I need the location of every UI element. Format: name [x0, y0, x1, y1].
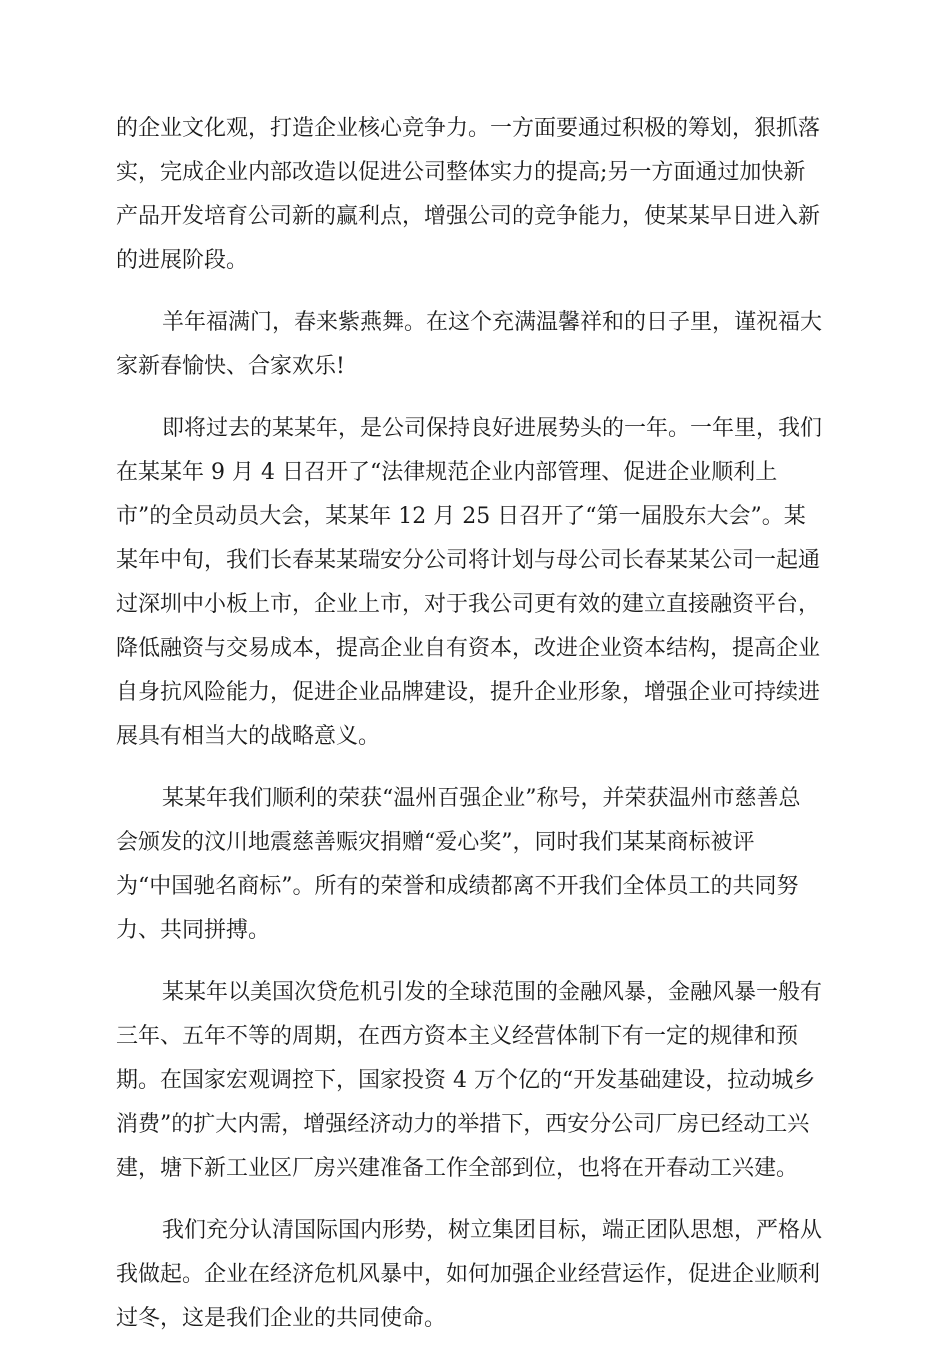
paragraph-6 [116, 1209, 836, 1341]
text-line: 某年中旬，我们长春某某瑞安分公司将计划与母公司长春某某公司一起通 [116, 548, 821, 573]
text-line: 期。在国家宏观调控下，国家投资 4 万个亿的“开发基础建设，拉动城乡 [116, 1068, 816, 1093]
text-line: 实，完成企业内部改造以促进公司整体实力的提高;另一方面通过加快新 [116, 160, 806, 185]
text-line: 我们充分认清国际国内形势，树立集团目标，端正团队思想，严格从 [162, 1218, 823, 1243]
text-line: 降低融资与交易成本，提高企业自有资本，改进企业资本结构，提高企业 [116, 636, 821, 661]
text-line: 即将过去的某某年，是公司保持良好进展势头的一年。一年里，我们 [162, 416, 823, 441]
text-line: 力、共同拼搏。 [116, 918, 271, 943]
text-line: 会颁发的汶川地震慈善赈灾捐赠“爱心奖”，同时我们某某商标被评 [116, 830, 755, 855]
document-body [116, 107, 836, 1359]
text-line: 为“中国驰名商标”。所有的荣誉和成绩都离不开我们全体员工的共同努 [116, 874, 799, 899]
text-line: 过冬，这是我们企业的共同使命。 [116, 1306, 447, 1331]
text-line: 消费”的扩大内需，增强经济动力的举措下，西安分公司厂房已经动工兴 [116, 1112, 810, 1137]
text-line: 市”的全员动员大会，某某年 12 月 25 日召开了“第一届股东大会”。某 [116, 504, 806, 529]
text-line: 过深圳中小板上市，企业上市，对于我公司更有效的建立直接融资平台， [116, 592, 821, 617]
text-line: 的企业文化观，打造企业核心竞争力。一方面要通过积极的筹划，狠抓落 [116, 116, 821, 141]
text-line: 我做起。企业在经济危机风暴中，如何加强企业经营运作，促进企业顺利 [116, 1262, 821, 1287]
text-line: 家新春愉快、合家欢乐! [116, 354, 345, 379]
text-line: 在某某年 9 月 4 日召开了“法律规范企业内部管理、促进企业顺利上 [116, 460, 778, 485]
text-line: 自身抗风险能力，促进企业品牌建设，提升企业形象，增强企业可持续进 [116, 680, 821, 705]
paragraph-5 [116, 971, 836, 1191]
text-line: 展具有相当大的战略意义。 [116, 724, 381, 749]
text-line: 的进展阶段。 [116, 248, 249, 273]
text-line: 产品开发培育公司新的赢利点，增强公司的竞争能力，使某某早日进入新 [116, 204, 821, 229]
text-line: 某某年以美国次贷危机引发的全球范围的金融风暴，金融风暴一般有 [162, 980, 823, 1005]
paragraph-3 [116, 407, 836, 759]
text-line: 三年、五年不等的周期，在西方资本主义经营体制下有一定的规律和预 [116, 1024, 799, 1049]
paragraph-2 [116, 301, 836, 389]
text-line: 羊年福满门，春来紫燕舞。在这个充满温馨祥和的日子里，谨祝福大 [162, 310, 823, 335]
text-line: 建，塘下新工业区厂房兴建准备工作全部到位，也将在开春动工兴建。 [116, 1156, 799, 1181]
paragraph-1 [116, 107, 836, 283]
paragraph-4 [116, 777, 836, 953]
text-line: 某某年我们顺利的荣获“温州百强企业”称号，并荣获温州市慈善总 [162, 786, 801, 811]
